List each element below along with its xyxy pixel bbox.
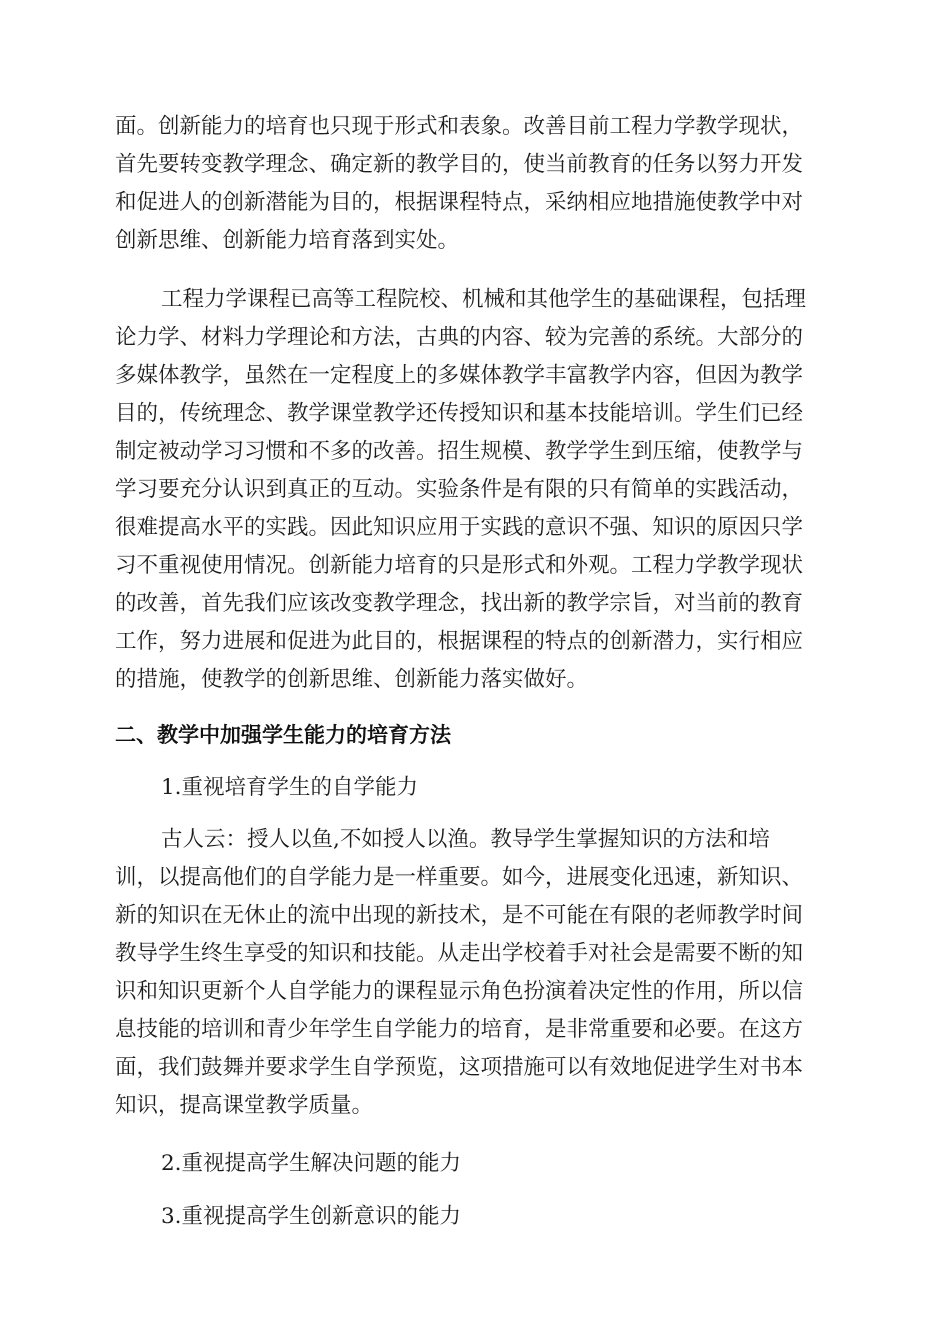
paragraph-3-line-6: 息技能的培训和青少年学生自学能力的培育，是非常重要和必要。在这方: [115, 1017, 804, 1042]
subheading-1: 1.重视培育学生的自学能力: [161, 775, 419, 800]
paragraph-2-line-3: 多媒体教学，虽然在一定程度上的多媒体教学丰富教学内容，但因为教学: [115, 363, 804, 388]
paragraph-2-line-9: 的改善，首先我们应该改变教学理念，找出新的教学宗旨，对当前的教育: [115, 591, 804, 616]
subheading-2: 2.重视提高学生解决问题的能力: [161, 1151, 462, 1176]
paragraph-1-line-3: 和促进人的创新潜能为目的，根据课程特点，采纳相应地措施使教学中对: [115, 190, 804, 215]
subheading-3: 3.重视提高学生创新意识的能力: [161, 1204, 462, 1229]
paragraph-3-line-4: 教导学生终生享受的知识和技能。从走出学校着手对社会是需要不断的知: [115, 941, 804, 966]
paragraph-1-line-2: 首先要转变教学理念、确定新的教学目的，使当前教育的任务以努力开发: [115, 152, 804, 177]
paragraph-3-line-7: 面，我们鼓舞并要求学生自学预览，这项措施可以有效地促进学生对书本: [115, 1055, 804, 1080]
paragraph-3-line-1: 古人云：授人以鱼,不如授人以渔。教导学生掌握知识的方法和培: [161, 827, 770, 852]
paragraph-2-line-4: 目的，传统理念、教学课堂教学还传授知识和基本技能培训。学生们已经: [115, 401, 804, 426]
paragraph-3-line-5: 识和知识更新个人自学能力的课程显示角色扮演着决定性的作用，所以信: [115, 979, 804, 1004]
paragraph-2-line-10: 工作，努力进展和促进为此目的，根据课程的特点的创新潜力，实行相应: [115, 629, 804, 654]
paragraph-2-line-7: 很难提高水平的实践。因此知识应用于实践的意识不强、知识的原因只学: [115, 515, 804, 540]
section-heading: 二、教学中加强学生能力的培育方法: [115, 723, 451, 747]
paragraph-2-line-8: 习不重视使用情况。创新能力培育的只是形式和外观。工程力学教学现状: [115, 553, 804, 578]
paragraph-2-line-5: 制定被动学习习惯和不多的改善。招生规模、教学学生到压缩，使教学与: [115, 439, 804, 464]
paragraph-1-line-4: 创新思维、创新能力培育落到实处。: [115, 228, 460, 253]
paragraph-3-line-3: 新的知识在无休止的流中出现的新技术，是不可能在有限的老师教学时间: [115, 903, 804, 928]
paragraph-1-line-1: 面。创新能力的培育也只现于形式和表象。改善目前工程力学教学现状，: [115, 114, 804, 139]
paragraph-2-line-1: 工程力学课程已高等工程院校、机械和其他学生的基础课程，包括理: [161, 287, 807, 312]
paragraph-3-line-2: 训，以提高他们的自学能力是一样重要。如今，进展变化迅速，新知识、: [115, 865, 804, 890]
paragraph-3-line-8: 知识，提高课堂教学质量。: [115, 1093, 374, 1118]
paragraph-2-line-2: 论力学、材料力学理论和方法，古典的内容、较为完善的系统。大部分的: [115, 325, 804, 350]
paragraph-2-line-6: 学习要充分认识到真正的互动。实验条件是有限的只有简单的实践活动，: [115, 477, 804, 502]
paragraph-2-line-11: 的措施，使教学的创新思维、创新能力落实做好。: [115, 667, 589, 692]
